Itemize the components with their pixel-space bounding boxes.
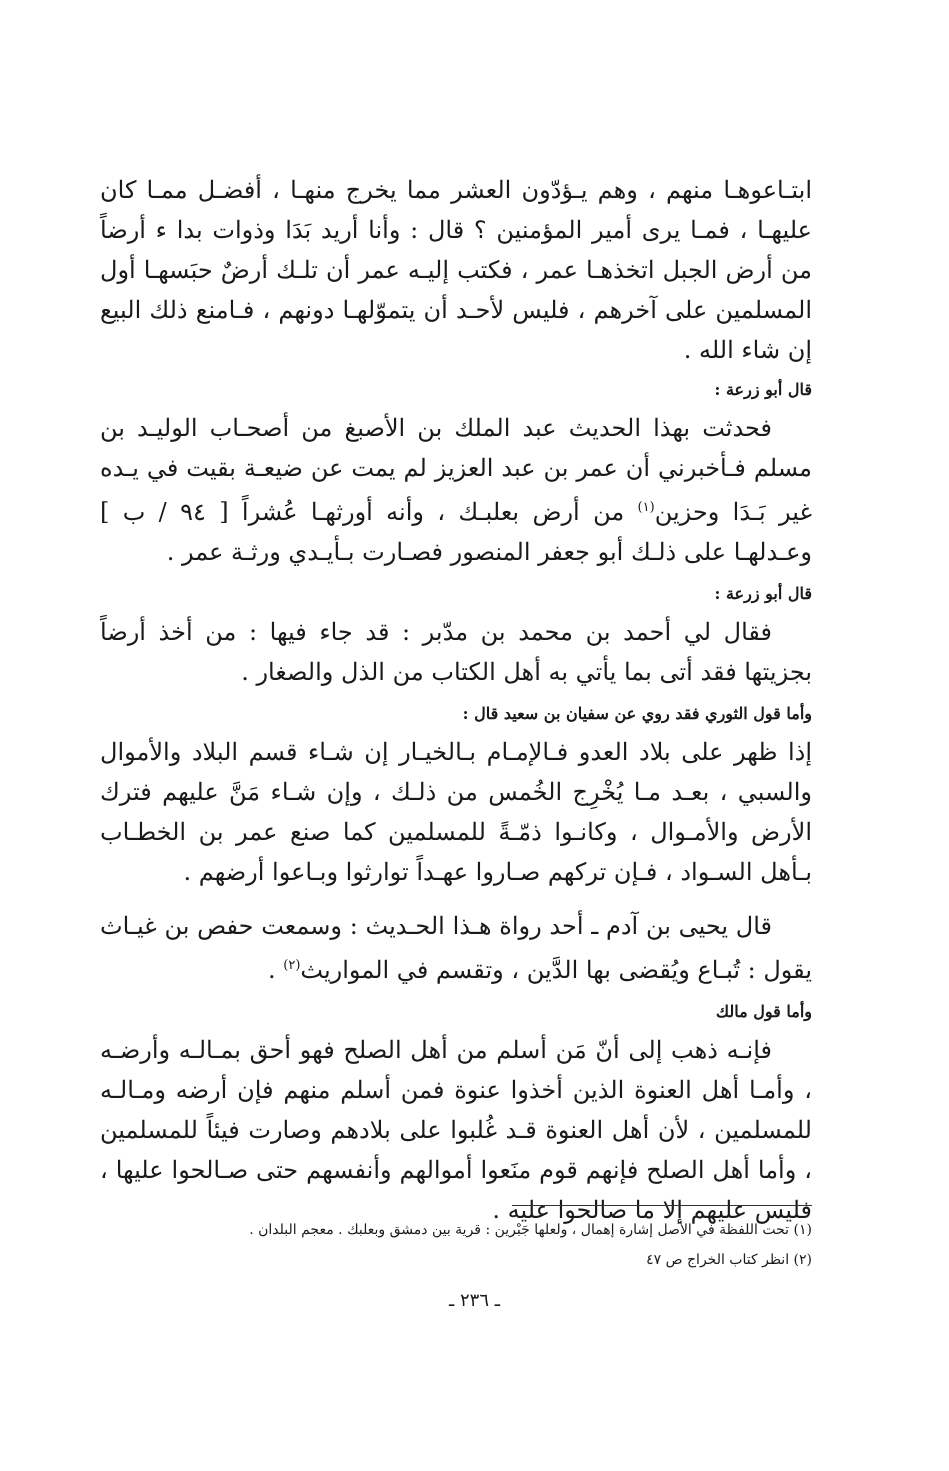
paragraph-3: فقال لي أحمد بن محمد بن مدّبر : قد جاء فيها : من أخذ أرضاً بجزيتها فقد أتى بما يأتي به أهل الكتاب من الذل والصغار . <box>100 618 812 686</box>
paragraph-2-part-a: فحدثت بهذا الحديث عبد الملك بن الأصبغ من أصحـاب الوليـد بن مسلم فـأخبرني أن عمر بن عبد العزيز لم يمت عن ضيعـة بقيت في يـده غير بَـدَا وحزين <box>100 414 813 526</box>
footnote-ref-2: (٢) <box>283 958 301 973</box>
footnote-1: (١) تحت اللفظة في الأصل إشارة إهمال ، ولعلها جَبْرين : قرية بين دمشق وبعلبك . معجم البلدان . <box>249 1222 812 1238</box>
paragraph-5 <box>100 906 812 990</box>
paragraph-2 <box>100 408 812 572</box>
page-body <box>100 170 812 1230</box>
heading-malik: وأما قول مالك <box>715 1002 812 1021</box>
heading-abu-zura-2: قال أبو زرعة : <box>714 584 812 603</box>
heading-thawri: وأما قول الثوري فقد روي عن سفيان بن سعيد قال : <box>462 704 812 723</box>
footnotes <box>100 1215 812 1275</box>
paragraph-6: فإنـه ذهب إلى أنّ مَن أسلم من أهل الصلح فهو أحق بمـالـه وأرضـه ، وأمـا أهل العنوة الذين أخذوا عنوة فمن أسلم منهم فإن أرضه ومـالـه للمسلمين ، لأن أهل العنوة قـد غُلبوا على بلادهم وصارت فيئاً للمسلمين ، وأما أهل الصلح فإنهم قوم منَعوا أموالهم وأنفسهم حتى صـالحوا عليها ، فليس عليهم إلا ما صالحوا عليه . <box>100 1036 812 1224</box>
paragraph-4: إذا ظهر على بلاد العدو فـالإمـام بـالخيـار إن شـاء قسم البلاد والأموال والسبي ، بعـد مـا يُخْرِج الخُمس من ذلـك ، وإن شـاء مَنَّ عليهم فترك الأرض والأمـوال ، وكانـوا ذمّـةً للمسلمين كما صنع عمر بن الخطـاب بـأهل السـواد ، فـإن تركهم صـاروا عهـداً توارثوا وبـاعوا أرضهم . <box>100 738 812 886</box>
paragraph-2-part-b: من أرض بعلبـك ، وأنه أورثهـا عُشراً [ ٩٤ / ب ] وعـدلهـا على ذلـك أبو جعفر المنصور فصـارت بـأيـدي ورثـة عمر . <box>100 498 812 566</box>
footnote-2: (٢) انظر كتاب الخراج ص ٤٧ <box>646 1252 812 1268</box>
heading-abu-zura-1: قال أبو زرعة : <box>714 380 812 399</box>
paragraph-5-part-a: قال يحيى بن آدم ـ أحد رواة هـذا الحـديث : وسمعت حفص بن غيـاث يقول : تُبـاع ويُقضى بها الدَّين ، وتقسم في المواريث <box>100 912 812 984</box>
paragraph-1: ابتـاعوهـا منهم ، وهم يـؤدّون العشر مما يخرج منهـا ، أفضـل ممـا كان عليهـا ، فمـا يرى أمير المؤمنين ؟ قال : وأنا أريد بَدَا وذوات بدا ء أرضاً من أرض الجبل اتخذهـا عمر ، فكتب إليـه عمر أن تلـك أرضٌ حبَسهـا أول المسلمين على آخرهم ، فليس لأحـد أن يتموّلهـا دونهم ، فـامنع ذلك البيع إن شاء الله . <box>100 176 812 364</box>
paragraph-5-part-b: . <box>268 956 284 984</box>
footnote-separator <box>512 1205 812 1206</box>
page-number: ـ ٢٣٦ ـ <box>448 1290 500 1311</box>
footnote-ref-1: (١) <box>637 500 655 515</box>
